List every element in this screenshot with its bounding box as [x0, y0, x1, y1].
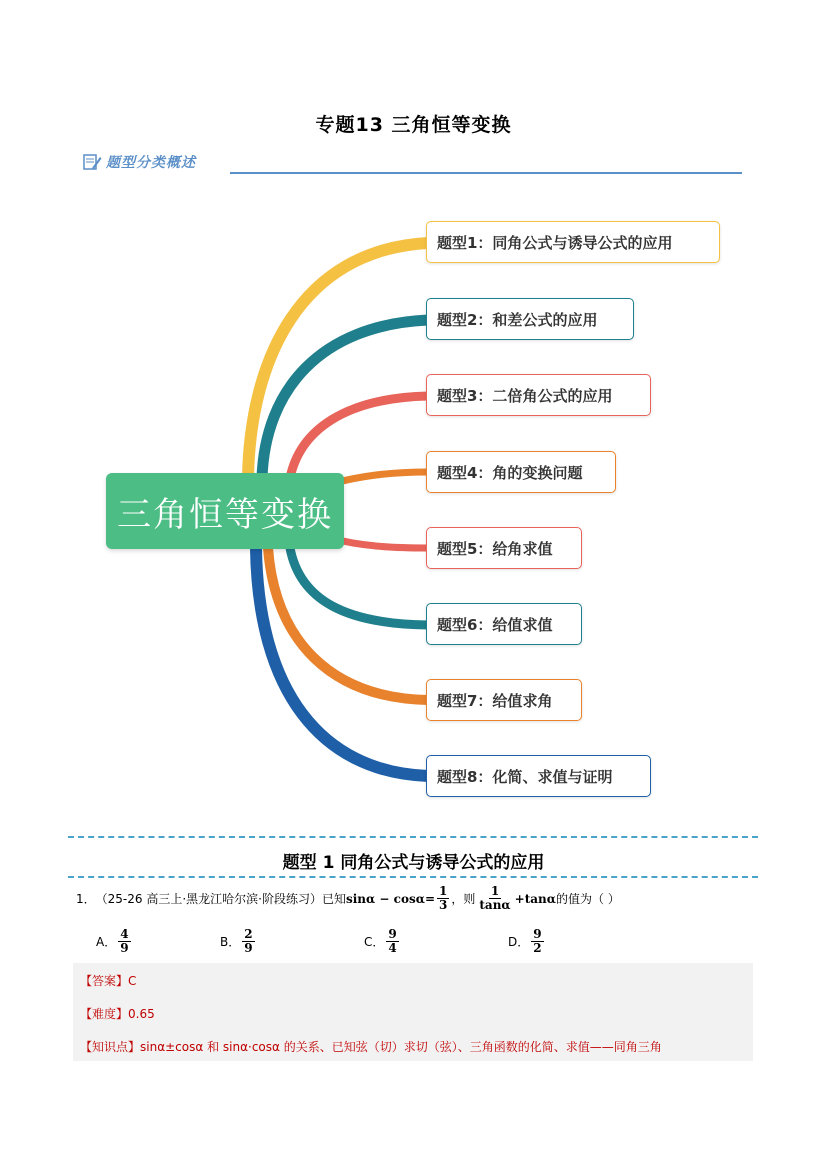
section-dash-top	[68, 836, 758, 838]
option-fraction: $\frac{2}{9}$	[244, 927, 253, 955]
question-eq: =	[424, 891, 436, 906]
mindmap-node-5: 题型5：给角求值	[426, 527, 582, 569]
branch-5	[330, 538, 428, 548]
branch-6	[290, 548, 428, 625]
option-b	[220, 928, 257, 955]
section-title: 题型 1 同角公式与诱导公式的应用	[282, 853, 545, 873]
mindmap-node-7: 题型7：给值求角	[426, 679, 582, 721]
answer-line	[80, 972, 136, 989]
answer-tag: 【答案】	[80, 974, 129, 988]
mindmap-node-1: 题型1：同角公式与诱导公式的应用	[426, 221, 720, 263]
option-fraction: $\frac{9}{4}$	[388, 927, 397, 955]
option-label: A．	[96, 935, 117, 949]
mindmap-node-2: 题型2：和差公式的应用	[426, 298, 634, 340]
question-number: 1．	[76, 892, 96, 906]
branch-3	[290, 396, 428, 478]
difficulty-line	[80, 1005, 155, 1022]
mindmap-node-4: 题型4：角的变换问题	[426, 451, 616, 493]
page-title: 专题13 三角恒等变换	[315, 114, 512, 136]
difficulty-tag: 【难度】	[80, 1007, 129, 1021]
option-fraction: $\frac{9}{2}$	[533, 927, 542, 955]
knowledge-line	[80, 1038, 662, 1055]
mindmap-node-8: 题型8：化简、求值与证明	[426, 755, 651, 797]
section-dash-bottom	[68, 876, 758, 878]
question-fraction-2: $\frac{1}{\tan\alpha}$	[479, 884, 511, 912]
mindmap-center: 三角恒等变换	[106, 473, 344, 549]
answer-value: C	[128, 974, 137, 988]
section-label-text: 题型分类概述	[106, 155, 196, 171]
question-expr-lhs: sinα − cosα	[345, 891, 425, 906]
mindmap-node-3: 题型3：二倍角公式的应用	[426, 374, 651, 416]
knowledge-value: sinα±cosα 和 sinα·cosα 的关系、已知弦（切）求切（弦）、三角函数的化简、求值——同角三角	[140, 1040, 662, 1054]
difficulty-value: 0.65	[128, 1007, 155, 1021]
question-then: ，则	[451, 892, 476, 906]
option-label: C．	[364, 935, 385, 949]
branch-1	[248, 243, 428, 478]
option-fraction: $\frac{4}{9}$	[120, 927, 129, 955]
knowledge-tag: 【知识点】	[80, 1040, 141, 1054]
option-label: B．	[220, 935, 241, 949]
branch-8	[256, 548, 428, 776]
question-tail: 的值为（ ）	[556, 892, 620, 906]
option-a	[96, 928, 133, 955]
mindmap-node-6: 题型6：给值求值	[426, 603, 582, 645]
option-label: D．	[508, 935, 530, 949]
question-tan: tanα	[524, 891, 557, 906]
question-1	[76, 885, 620, 912]
branch-4	[330, 472, 428, 484]
question-fraction-1: $\frac{1}{3}$	[439, 884, 448, 912]
option-c	[364, 928, 401, 955]
question-plus: +	[514, 891, 525, 906]
option-d	[508, 928, 546, 955]
question-source: （25-26 高三上·黑龙江哈尔滨·阶段练习）已知	[95, 892, 346, 906]
